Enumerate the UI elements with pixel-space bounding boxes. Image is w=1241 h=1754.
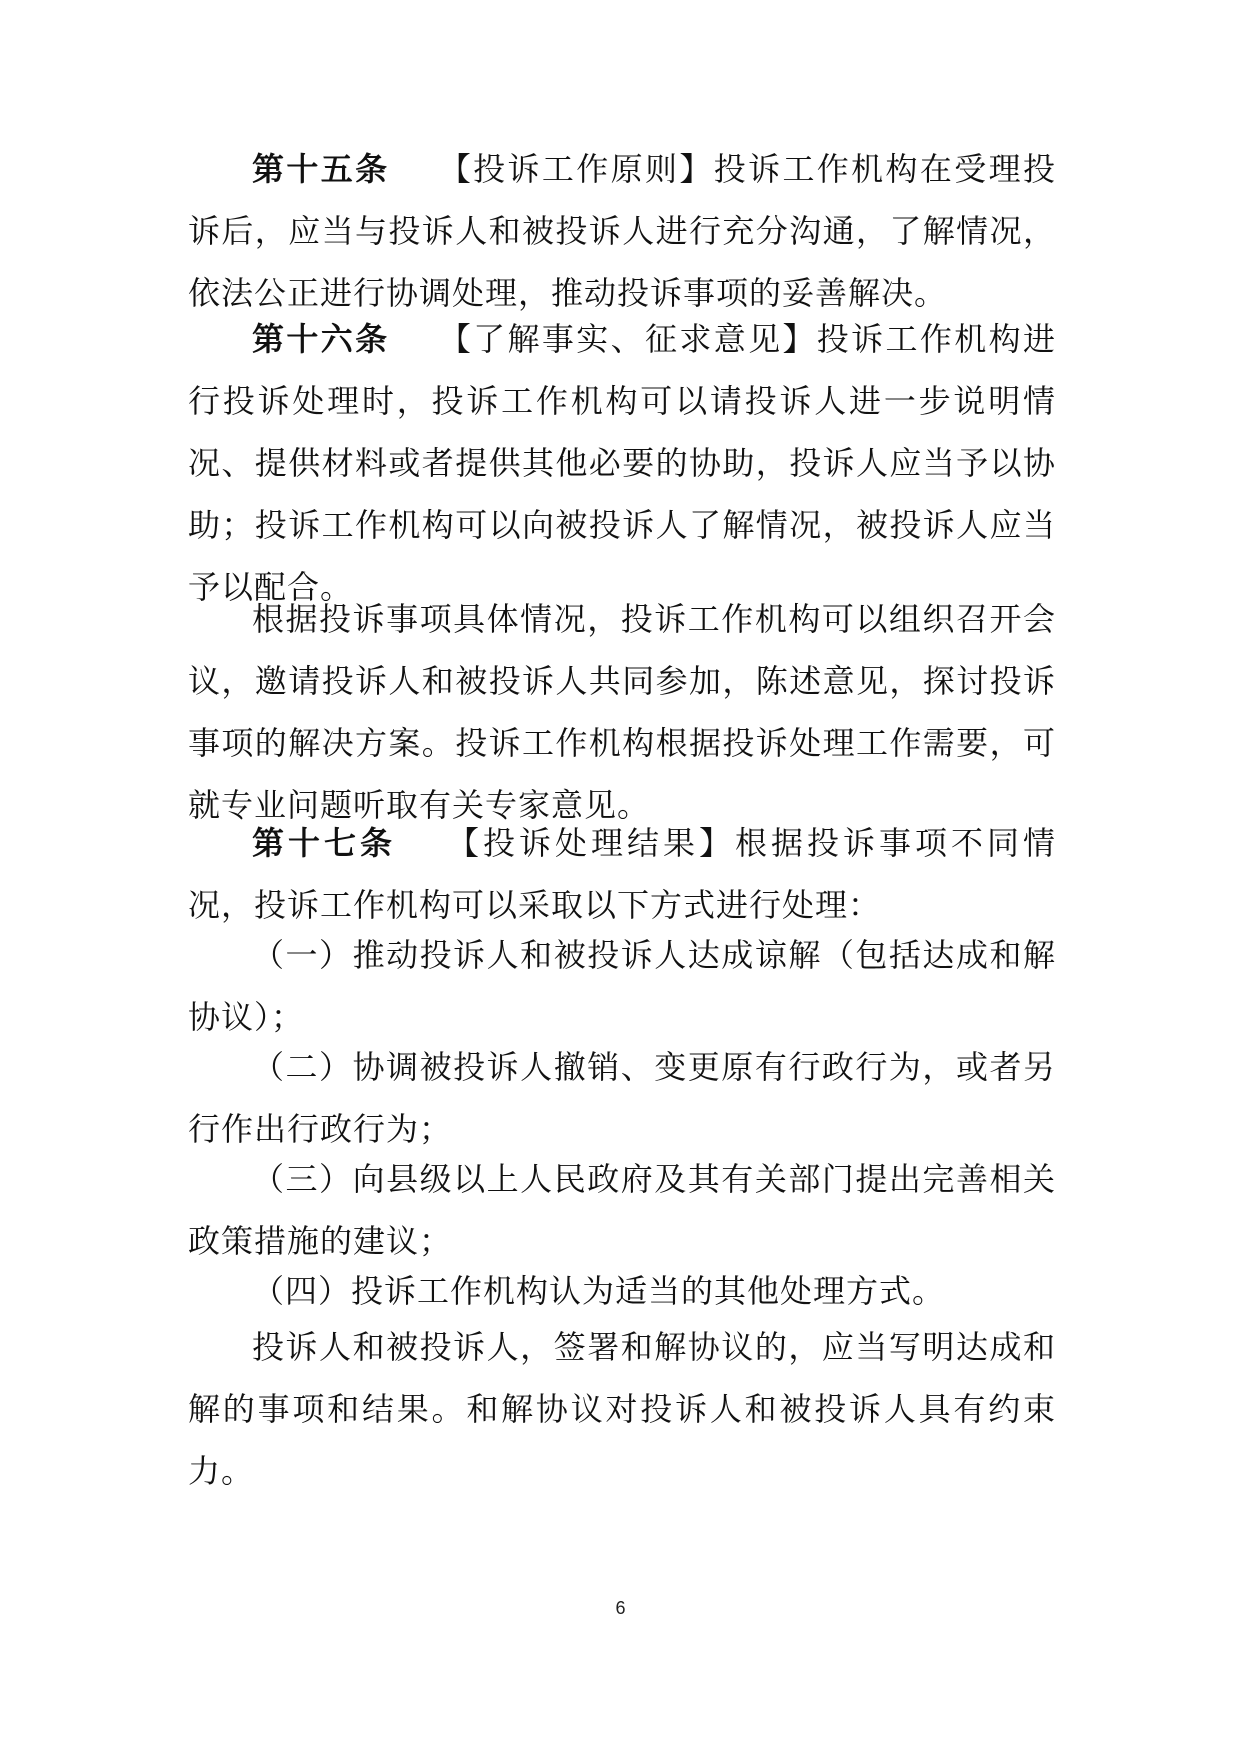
article-16-number: 第十六条	[252, 320, 390, 358]
article-16-paragraph-2: 根据投诉事项具体情况，投诉工作机构可以组织召开会议，邀请投诉人和被投诉人共同参加，陈述意见，探讨投诉事项的解决方案。投诉工作机构根据投诉处理工作需要，可就专业问题听取有关专家意见。	[188, 600, 1056, 824]
article-17-item-3: （三）向县级以上人民政府及其有关部门提出完善相关政策措施的建议；	[188, 1160, 1056, 1260]
article-17-item-2: （二）协调被投诉人撤销、变更原有行政行为，或者另行作出行政行为；	[188, 1048, 1056, 1148]
article-17	[188, 812, 1056, 936]
article-15-body: 【投诉工作原则】投诉工作机构在受理投诉后，应当与投诉人和被投诉人进行充分沟通，了解情况，依法公正进行协调处理，推动投诉事项的妥善解决。	[188, 150, 1056, 312]
article-17-number: 第十七条	[252, 824, 396, 862]
article-15-number: 第十五条	[252, 150, 390, 188]
article-16	[188, 308, 1056, 618]
article-16-body: 【了解事实、征求意见】投诉工作机构进行投诉处理时，投诉工作机构可以请投诉人进一步说明情况、提供材料或者提供其他必要的协助，投诉人应当予以协助；投诉工作机构可以向被投诉人了解情况，被投诉人应当予以配合。	[188, 320, 1056, 606]
article-17-body: 【投诉处理结果】根据投诉事项不同情况，投诉工作机构可以采取以下方式进行处理：	[188, 824, 1056, 924]
article-17-closing: 投诉人和被投诉人，签署和解协议的，应当写明达成和解的事项和结果。和解协议对投诉人和被投诉人具有约束力。	[188, 1328, 1056, 1490]
article-15	[188, 138, 1056, 324]
article-17-item-1: （一）推动投诉人和被投诉人达成谅解（包括达成和解协议）；	[188, 936, 1056, 1036]
page-number: 6	[615, 1598, 626, 1618]
article-17-item-4: （四）投诉工作机构认为适当的其他处理方式。	[252, 1272, 946, 1310]
